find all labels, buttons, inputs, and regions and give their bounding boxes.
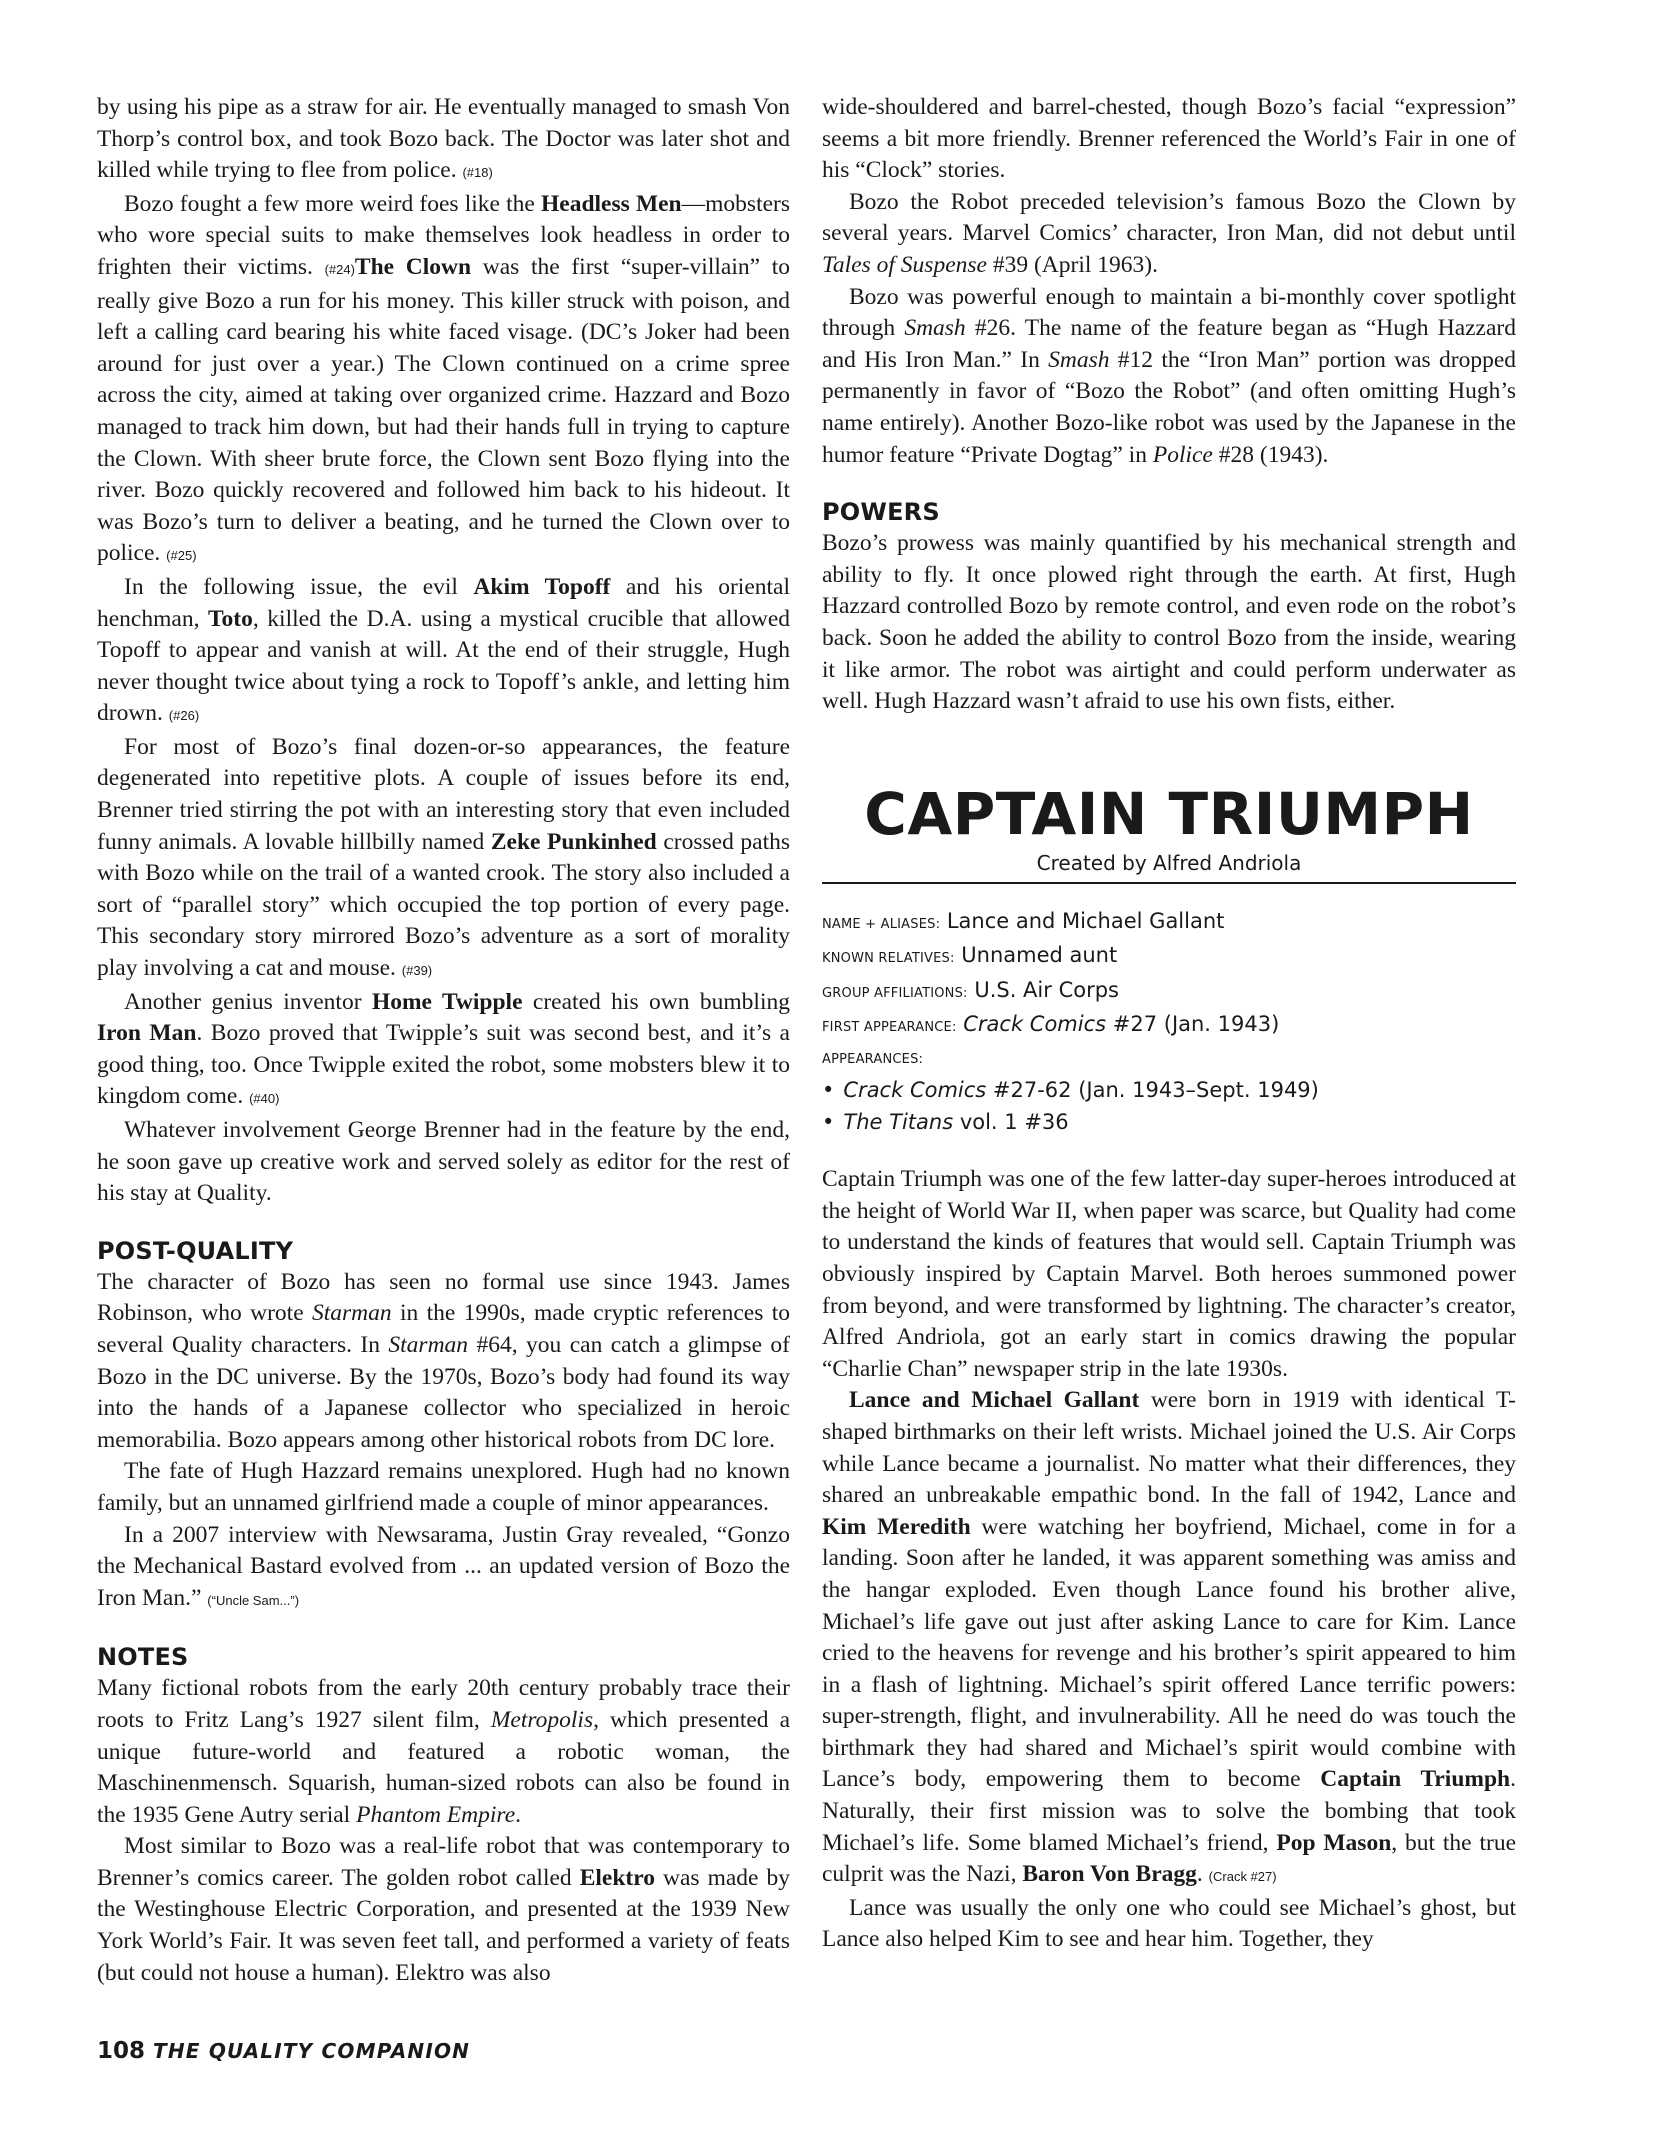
body-paragraph: Bozo was powerful enough to maintain a bi-monthly cover spotlight through Smash #26. The name of the feature began as “Hugh Hazzard and His Iron Man.” In Smash #12 the “Iron Man” portion was dropped permanently in favor of “Bozo the Robot” (and often omitting Hugh’s name entirely). Another Bozo-like robot was used by the Japanese in the humor feature “Private Dogtag” in Police #28 (1943). (822, 283, 1516, 468)
entry-credit: Created by Alfred Andriola (1036, 850, 1302, 875)
issue-reference: (#40) (249, 1091, 280, 1107)
section-heading-notes: NOTES (97, 1643, 189, 1672)
body-paragraph: The fate of Hugh Hazzard remains unexplored. Hugh had no known family, but an unnamed girlfriend made a couple of minor appearances. (97, 1458, 790, 1516)
issue-reference: (Crack #27) (1208, 1869, 1277, 1885)
section-heading-powers: POWERS (822, 498, 940, 527)
body-paragraph: Captain Triumph was one of the few latter-day super-heroes introduced at the height of World War II, when paper was scarce, but Quality had come to understand the kinds of features that would sell. Captain Triumph was obviously inspired by Captain Marvel. Both heroes summoned power from beyond, and were transformed by lightning. The character’s creator, Alfred Andriola, got an early start in comics drawing the popular “Charlie Chan” newspaper strip in the late 1930s. (822, 1166, 1516, 1382)
body-paragraph: by using his pipe as a straw for air. He eventually managed to smash Von Thorp’s control box, and took Bozo back. The Doctor was later shot and killed while trying to flee from police. (#18) (97, 94, 790, 184)
right-column (822, 92, 1516, 1956)
body-paragraph: Bozo the Robot preceded television’s famous Bozo the Clown by several years. Marvel Comics’ character, Iron Man, did not debut until Tales of Suspense #39 (April 1963). (822, 188, 1516, 278)
issue-reference: (#18) (462, 165, 493, 181)
info-name: NAME + ALIASES: Lance and Michael Gallant (822, 908, 1225, 933)
page-number: 108 (97, 2038, 146, 2064)
issue-reference: (#39) (401, 963, 433, 979)
page-footer (97, 2036, 470, 2066)
body-paragraph: Lance and Michael Gallant were born in 1919 with identical T-shaped birthmarks on their left wrists. Michael joined the U.S. Air Corps while Lance became a journalist. No matter what their differences, they shared an unbreakable empathic bond. In the fall of 1942, Lance and Kim Meredith were watching her boyfriend, Michael, come in for a landing. Soon after he landed, it was apparent something was amiss and the hangar exploded. Even though Lance found his brother alive, Michael’s life gave out just after asking Lance to care for Kim. Lance cried to the heavens for revenge and his brother’s spirit appeared to him in a flash of lightning. Michael’s spirit offered Lance terrific powers: super-strength, flight, and invulnerability. All he need do was touch the birthmark they had shared and Michael’s spirit would combine with Lance’s body, empowering them to become Captain Triumph. Naturally, their first mission was to solve the bombing that took Michael’s life. Some blamed Michael’s friend, Pop Mason, but the true culprit was the Nazi, Baron Von Bragg. (Crack #27) (822, 1387, 1516, 1888)
entry-header (822, 779, 1516, 884)
issue-reference: (#24) (324, 261, 355, 277)
left-column (97, 92, 790, 1989)
body-paragraph: Bozo fought a few more weird foes like the Headless Men—mobsters who wore special suits to make themselves look headless in order to frighten their victims. (#24)The Clown was the first “super-villain” to really give Bozo a run for his money. This killer struck with poison, and left a calling card bearing his white faced visage. (DC’s Joker had been around for just over a year.) The Clown continued on a crime spree across the city, aimed at taking over organized crime. Hazzard and Bozo managed to track him down, but had their hands full in trying to capture the Clown. With sheer brute force, the Clown sent Bozo flying into the river. Bozo quickly recovered and followed him back to his hideout. It was Bozo’s turn to deliver a beating, and he turned the Clown over to police. (#25) (97, 190, 790, 567)
list-item: • The Titans vol. 1 #36 (822, 1107, 1516, 1139)
body-paragraph: Most similar to Bozo was a real-life robot that was contemporary to Brenner’s comics career. The golden robot called Elektro was made by the Westinghouse Electric Corporation, and presented at the 1939 New York World’s Fair. It was seven feet tall, and performed a variety of feats (but could not house a human). Elektro was also (97, 1833, 790, 1986)
info-first-appearance: FIRST APPEARANCE: Crack Comics #27 (Jan. 1943) (822, 1012, 1280, 1037)
body-paragraph: Another genius inventor Home Twipple created his own bumbling Iron Man. Bozo proved that Twipple’s suit was second best, and it’s a good thing, too. Once Twipple exited the robot, some mobsters blew it to kingdom come. (#40) (97, 988, 790, 1110)
book-title: THE QUALITY COMPANION (153, 2039, 471, 2063)
info-appearances-label: APPEARANCES: (822, 1051, 924, 1067)
body-paragraph: The character of Bozo has seen no formal use since 1943. James Robinson, who wrote Starman in the 1990s, made cryptic references to several Quality characters. In Starman #64, you can catch a glimpse of Bozo in the DC universe. By the 1970s, Bozo’s body had found its way into the hands of a Japanese collector who specialized in heroic memorabilia. Bozo appears among other historical robots from DC lore. (97, 1268, 790, 1453)
issue-reference: (#26) (168, 708, 200, 724)
entry-title: CAPTAIN TRIUMPH (864, 779, 1474, 848)
body-paragraph: Bozo’s prowess was mainly quantified by his mechanical strength and ability to fly. It once plowed right through the earth. At first, Hugh Hazzard controlled Bozo by remote control, and even rode on the robot’s back. Soon he added the ability to control Bozo from the inside, wearing it like armor. The robot was airtight and could perform underwater as well. Hugh Hazzard wasn’t afraid to use his own fists, either. (822, 530, 1516, 715)
body-paragraph: Lance was usually the only one who could see Michael’s ghost, but Lance also helped Kim to see and hear him. Together, they (822, 1894, 1516, 1953)
body-paragraph: Many fictional robots from the early 20th century probably trace their roots to Fritz Lang’s 1927 silent film, Metropolis, which presented a unique future-world and featured a robotic woman, the Maschinenmensch. Squarish, human-sized robots can also be found in the 1935 Gene Autry serial Phantom Empire. (97, 1675, 790, 1828)
info-relatives: KNOWN RELATIVES: Unnamed aunt (822, 943, 1118, 968)
character-infobox (822, 906, 1516, 1139)
appearances-list (822, 1075, 1516, 1138)
body-paragraph: wide-shouldered and barrel-chested, though Bozo’s facial “expression” seems a bit more friendly. Brenner referenced the World’s Fair in one of his “Clock” stories. (822, 94, 1516, 184)
section-heading-post-quality: POST-QUALITY (97, 1236, 294, 1265)
body-paragraph: In the following issue, the evil Akim Topoff and his oriental henchman, Toto, killed the D.A. using a mystical crucible that allowed Topoff to appear and vanish at will. At the end of their struggle, Hugh never thought twice about tying a rock to Topoff’s ankle, and letting him drown. (#26) (97, 573, 790, 727)
body-paragraph: Whatever involvement George Brenner had in the feature by the end, he soon gave up creative work and served solely as editor for the rest of his stay at Quality. (97, 1117, 790, 1207)
issue-reference: (#25) (166, 548, 197, 564)
info-group: GROUP AFFILIATIONS: U.S. Air Corps (822, 977, 1119, 1002)
body-paragraph: For most of Bozo’s final dozen-or-so appearances, the feature degenerated into repetitive plots. A couple of issues before its end, Brenner tried stirring the pot with an interesting story that even included funny animals. A lovable hillbilly named Zeke Punkinhed crossed paths with Bozo while on the trail of a wanted crook. The story also included a sort of “parallel story” which occupied the top portion of every page. This secondary story mirrored Bozo’s adventure as a sort of morality play involving a cat and mouse. (#39) (97, 733, 790, 982)
entry-divider (822, 882, 1516, 884)
issue-reference: (“Uncle Sam...”) (207, 1592, 300, 1608)
body-paragraph: In a 2007 interview with Newsarama, Justin Gray revealed, “Gonzo the Mechanical Bastard evolved from ... an updated version of Bozo the Iron Man.” (“Uncle Sam...”) (97, 1521, 790, 1611)
list-item: • Crack Comics #27-62 (Jan. 1943–Sept. 1949) (822, 1075, 1516, 1107)
